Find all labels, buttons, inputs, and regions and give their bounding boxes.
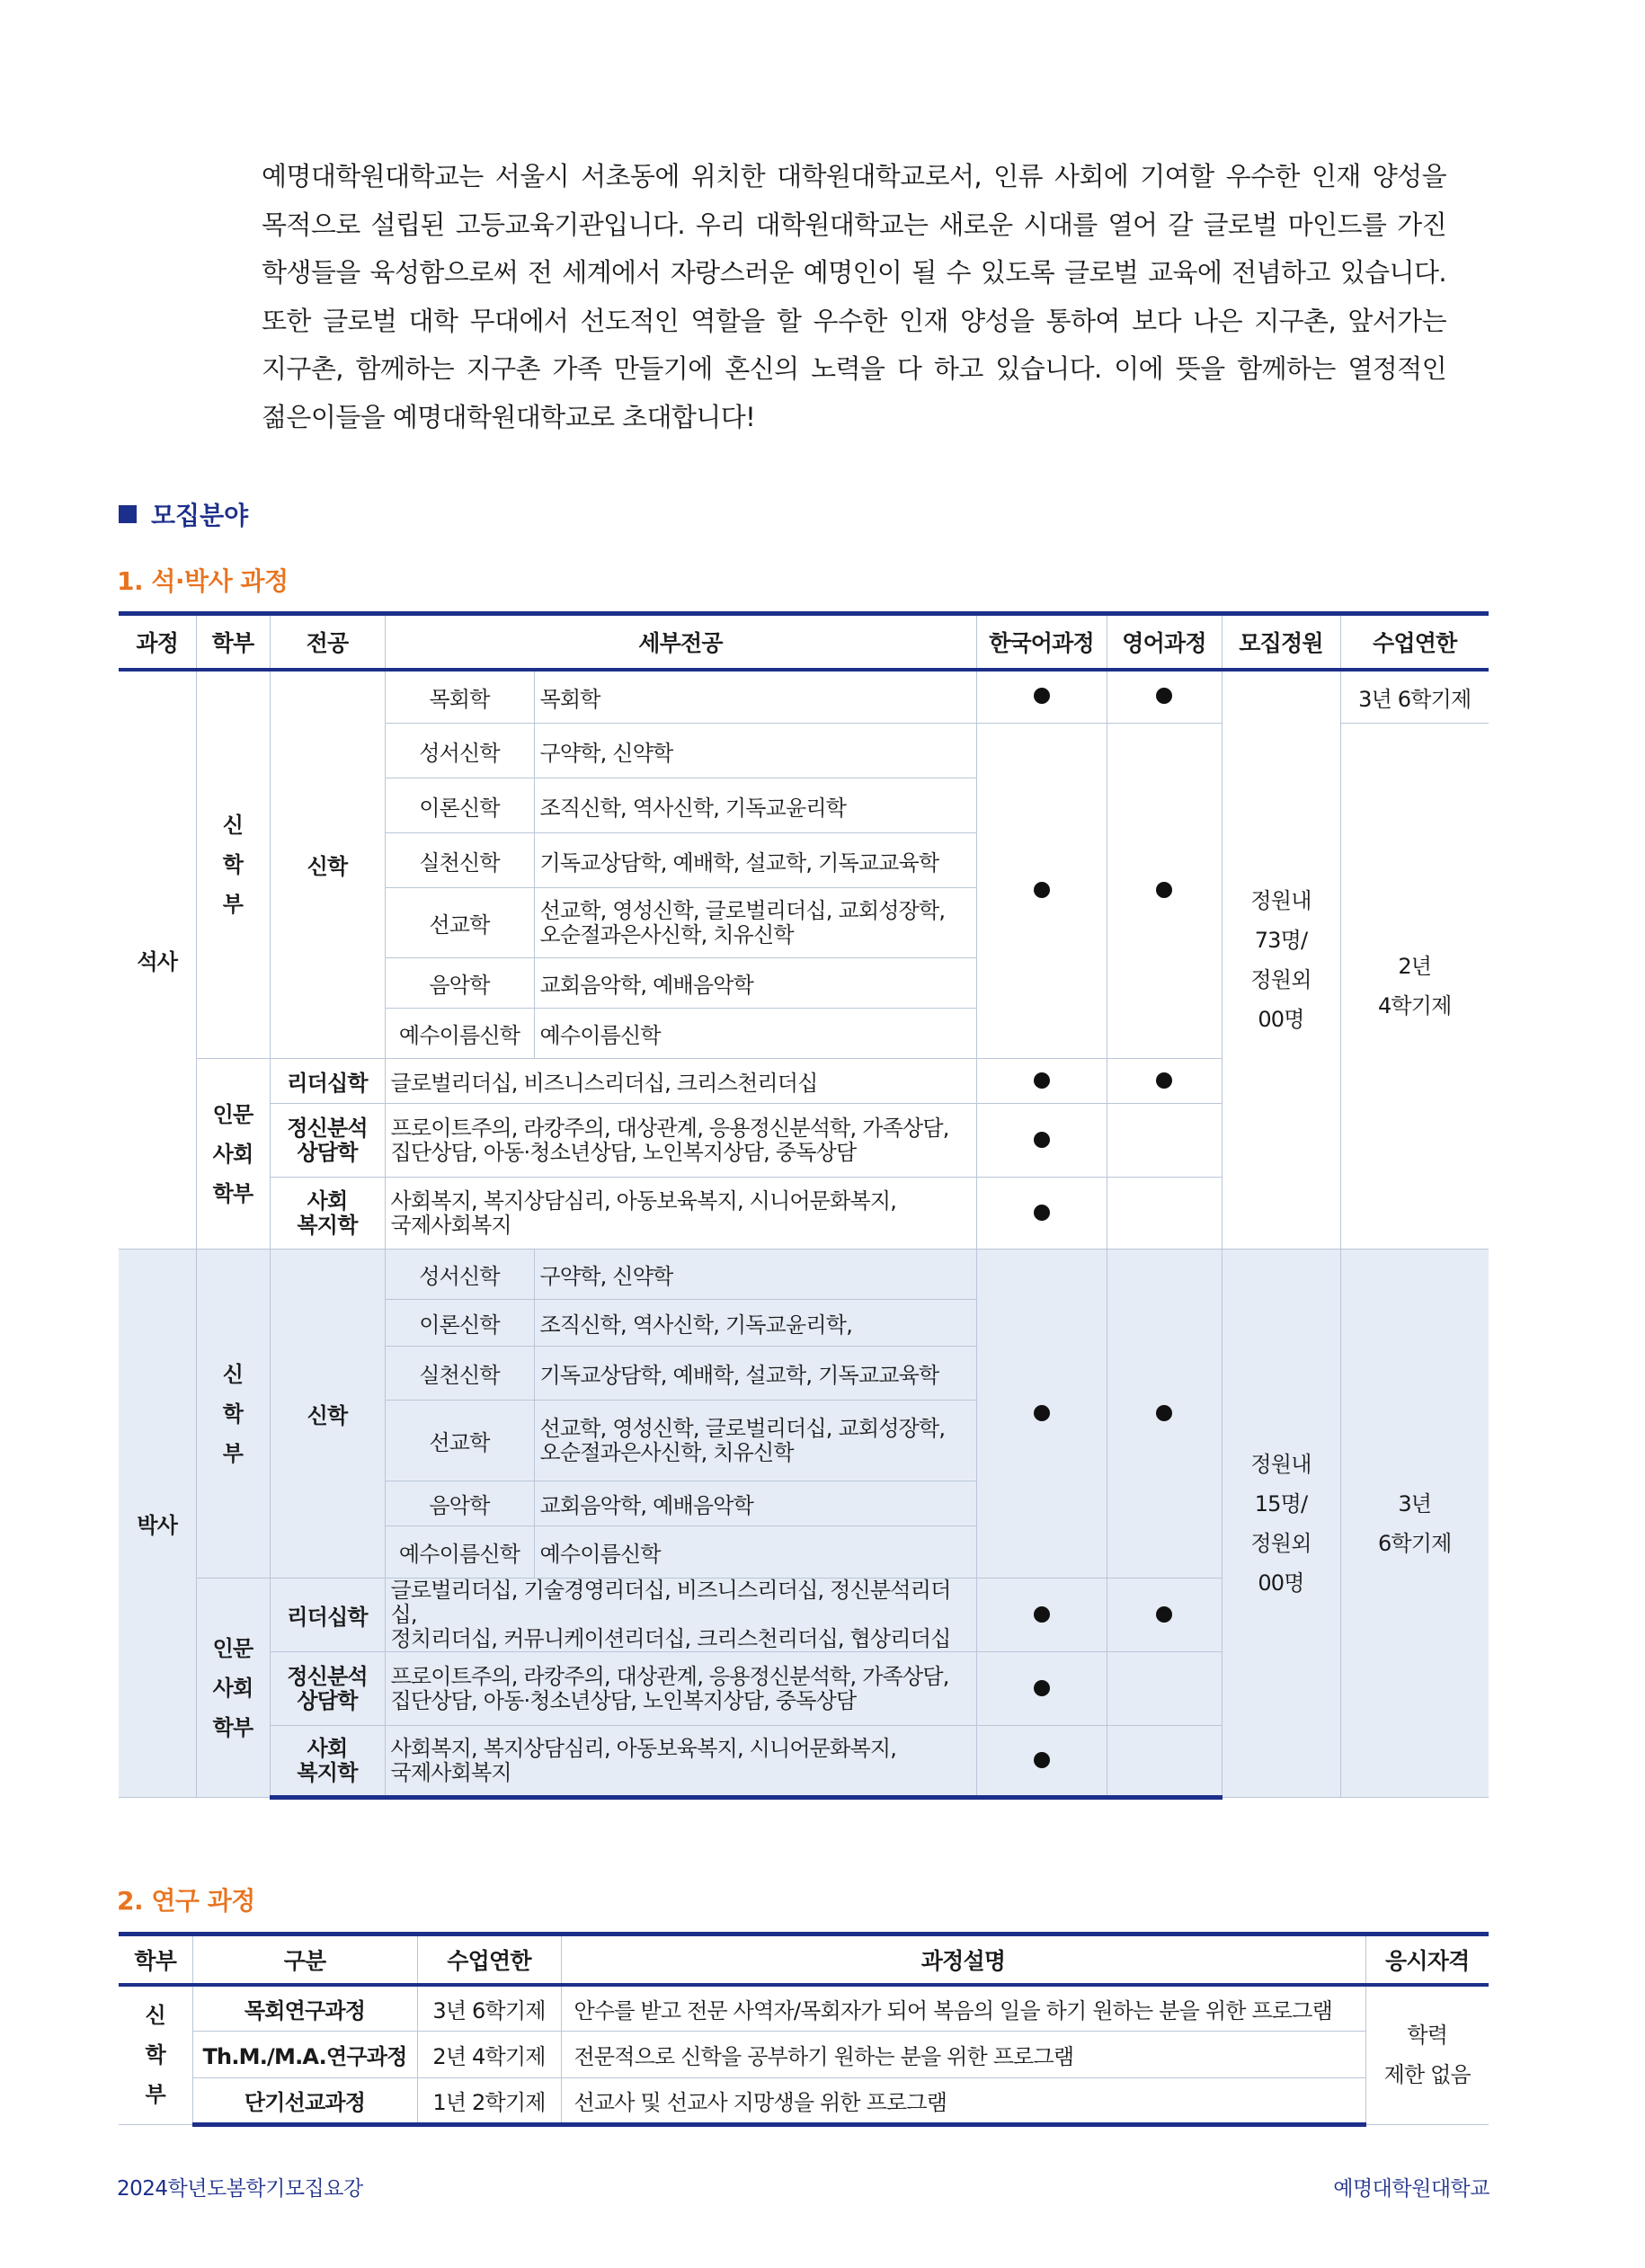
detail-cell: 예수이름신학 [534,1526,976,1579]
detail-cell: 기독교상담학, 예배학, 설교학, 기독교교육학 [534,1347,976,1401]
major-cell: 사회 복지학 [270,1178,385,1250]
header-cell: 학부 [196,614,270,670]
english-course-cell [1107,1726,1222,1798]
duration-cell: 2년 4학기제 [1340,724,1489,1250]
bullet-dot-icon [1034,1680,1050,1696]
english-course-cell [1107,670,1222,724]
duration-cell: 3년 6학기제 [1340,1250,1489,1798]
detail-cell: 사회복지, 복지상담심리, 아동보육복지, 시니어문화복지, 국제사회복지 [385,1178,976,1250]
intro-paragraph [262,153,1446,441]
program-type-cell: 단기선교과정 [192,2078,417,2125]
section-title: 모집분야 [151,501,249,530]
korean-course-cell [976,724,1107,1059]
bullet-dot-icon [1034,1752,1050,1768]
korean-course-cell [976,1652,1107,1726]
sub-major-cell: 성서신학 [385,1250,534,1300]
sub-major-cell: 실천신학 [385,1347,534,1401]
course-cell: 석사 [119,670,196,1250]
major-cell: 리더십학 [270,1059,385,1104]
sub-major-cell: 선교학 [385,1401,534,1481]
detail-cell: 글로벌리더십, 기술경영리더십, 비즈니스리더십, 정신분석리더십, 정치리더십, 커뮤니케이션리더십, 크리스천리더십, 협상리더십 [385,1579,976,1652]
detail-cell: 조직신학, 역사신학, 기독교윤리학 [534,778,976,833]
detail-cell: 교회음악학, 예배음악학 [534,1481,976,1526]
detail-cell: 선교학, 영성신학, 글로벌리더십, 교회성장학, 오순절과은사신학, 치유신학 [534,1401,976,1481]
header-cell: 응시자격 [1365,1934,1489,1985]
subsection-title-degree: 1. 석·박사 과정 [117,566,289,596]
korean-course-cell [976,1579,1107,1652]
detail-cell: 프로이트주의, 라캉주의, 대상관계, 응용정신분석학, 가족상담, 집단상담, 아동·청소년상담, 노인복지상담, 중독상담 [385,1652,976,1726]
header-cell: 과정 [119,614,196,670]
header-cell: 구분 [192,1934,417,1985]
bullet-dot-icon [1034,688,1050,704]
table-row [119,1985,1489,2032]
header-cell: 세부전공 [385,614,976,670]
major-cell: 사회 복지학 [270,1726,385,1798]
header-cell: 전공 [270,614,385,670]
qualification-cell: 학력 제한 없음 [1365,1985,1489,2125]
table-row [119,2078,1489,2125]
table-row [119,1250,1489,1300]
header-cell: 수업연한 [417,1934,561,1985]
major-cell: 정신분석 상담학 [270,1104,385,1178]
sub-major-cell: 예수이름신학 [385,1009,534,1059]
english-course-cell [1107,1104,1222,1178]
english-course-cell [1107,1059,1222,1104]
bullet-dot-icon [1034,882,1050,898]
header-cell: 과정설명 [561,1934,1365,1985]
header-cell: 학부 [119,1934,192,1985]
korean-course-cell [976,670,1107,724]
course-cell: 박사 [119,1250,196,1798]
intro-line: 예명대학원대학교는 서울시 서초동에 위치한 대학원대학교로서, 인류 사회에 기여할 우수한 인재 양성을 [262,161,1446,191]
detail-cell: 구약학, 신약학 [534,1250,976,1300]
bullet-dot-icon [1034,1072,1050,1089]
intro-line: 젊은이들을 예명대학원대학교로 초대합니다! [262,401,756,432]
header-cell: 영어과정 [1107,614,1222,670]
sub-major-cell: 성서신학 [385,724,534,778]
bullet-dot-icon [1034,1405,1050,1421]
dept-cell: 신 학 부 [196,1250,270,1579]
section-heading [119,496,248,532]
detail-cell: 구약학, 신약학 [534,724,976,778]
detail-cell: 예수이름신학 [534,1009,976,1059]
english-course-cell [1107,1250,1222,1579]
korean-course-cell [976,1059,1107,1104]
sub-major-cell: 예수이름신학 [385,1526,534,1579]
sub-major-cell: 실천신학 [385,833,534,888]
dept-cell: 인문 사회 학부 [196,1579,270,1798]
korean-course-cell [976,1104,1107,1178]
bullet-dot-icon [1156,1606,1172,1623]
detail-cell: 프로이트주의, 라캉주의, 대상관계, 응용정신분석학, 가족상담, 집단상담, 아동·청소년상담, 노인복지상담, 중독상담 [385,1104,976,1178]
duration-cell: 3년 6학기제 [417,1985,561,2032]
major-cell: 리더십학 [270,1579,385,1652]
header-cell: 한국어과정 [976,614,1107,670]
english-course-cell [1107,1652,1222,1726]
bullet-dot-icon [1156,1405,1172,1421]
detail-cell: 기독교상담학, 예배학, 설교학, 기독교교육학 [534,833,976,888]
duration-cell: 1년 2학기제 [417,2078,561,2125]
degree-program-table [119,611,1489,1800]
dept-cell: 신 학 부 [196,670,270,1059]
subsection-title-research: 2. 연구 과정 [117,1886,255,1916]
program-type-cell: 목회연구과정 [192,1985,417,2032]
sub-major-cell: 선교학 [385,888,534,958]
description-cell: 선교사 및 선교사 지망생을 위한 프로그램 [561,2078,1365,2125]
dept-cell: 인문 사회 학부 [196,1059,270,1250]
footer-right-text: 예명대학원대학교 [1333,2177,1489,2201]
intro-line: 학생들을 육성함으로써 전 세계에서 자랑스러운 예명인이 될 수 있도록 글로벌 교육에 전념하고 있습니다. [262,257,1446,288]
detail-cell: 교회음악학, 예배음악학 [534,958,976,1009]
quota-cell: 정원내 15명/ 정원외 00명 [1222,1250,1340,1798]
square-bullet-icon [119,505,137,523]
english-course-cell [1107,1579,1222,1652]
research-program-table [119,1932,1489,2127]
sub-major-cell: 목회학 [385,670,534,724]
bullet-dot-icon [1156,688,1172,704]
bullet-dot-icon [1034,1132,1050,1148]
detail-cell: 사회복지, 복지상담심리, 아동보육복지, 시니어문화복지, 국제사회복지 [385,1726,976,1798]
header-cell: 모집정원 [1222,614,1340,670]
table-row [119,2032,1489,2078]
bullet-dot-icon [1034,1606,1050,1623]
korean-course-cell [976,1178,1107,1250]
header-cell: 수업연한 [1340,614,1489,670]
bullet-dot-icon [1034,1205,1050,1221]
description-cell: 전문적으로 신학을 공부하기 원하는 분을 위한 프로그램 [561,2032,1365,2078]
intro-line: 목적으로 설립된 고등교육기관입니다. 우리 대학원대학교는 새로운 시대를 열어 갈 글로벌 마인드를 가진 [262,209,1446,240]
major-cell: 신학 [270,1250,385,1579]
intro-line: 또한 글로벌 대학 무대에서 선도적인 역할을 할 우수한 인재 양성을 통하여 보다 나은 지구촌, 앞서가는 [262,305,1446,336]
quota-cell: 정원내 73명/ 정원외 00명 [1222,670,1340,1250]
detail-cell: 선교학, 영성신학, 글로벌리더십, 교회성장학, 오순절과은사신학, 치유신학 [534,888,976,958]
bullet-dot-icon [1156,882,1172,898]
detail-cell: 글로벌리더십, 비즈니스리더십, 크리스천리더십 [385,1059,976,1104]
description-cell: 안수를 받고 전문 사역자/목회자가 되어 복음의 일을 하기 원하는 분을 위한 프로그램 [561,1985,1365,2032]
sub-major-cell: 음악학 [385,1481,534,1526]
intro-line: 지구촌, 함께하는 지구촌 가족 만들기에 혼신의 노력을 다 하고 있습니다. 이에 뜻을 함께하는 열정적인 [262,353,1446,384]
detail-cell: 조직신학, 역사신학, 기독교윤리학, [534,1300,976,1347]
duration-cell: 3년 6학기제 [1340,670,1489,724]
bullet-dot-icon [1156,1072,1172,1089]
table-row [119,670,1489,724]
major-cell: 신학 [270,670,385,1059]
korean-course-cell [976,1250,1107,1579]
detail-cell: 목회학 [534,670,976,724]
dept-cell: 신 학 부 [119,1985,192,2125]
footer-left-text: 2024학년도봄학기모집요강 [117,2177,363,2201]
english-course-cell [1107,724,1222,1059]
major-cell: 정신분석 상담학 [270,1652,385,1726]
korean-course-cell [976,1726,1107,1798]
duration-cell: 2년 4학기제 [417,2032,561,2078]
sub-major-cell: 이론신학 [385,778,534,833]
sub-major-cell: 음악학 [385,958,534,1009]
english-course-cell [1107,1178,1222,1250]
program-type-cell: Th.M./M.A.연구과정 [192,2032,417,2078]
sub-major-cell: 이론신학 [385,1300,534,1347]
